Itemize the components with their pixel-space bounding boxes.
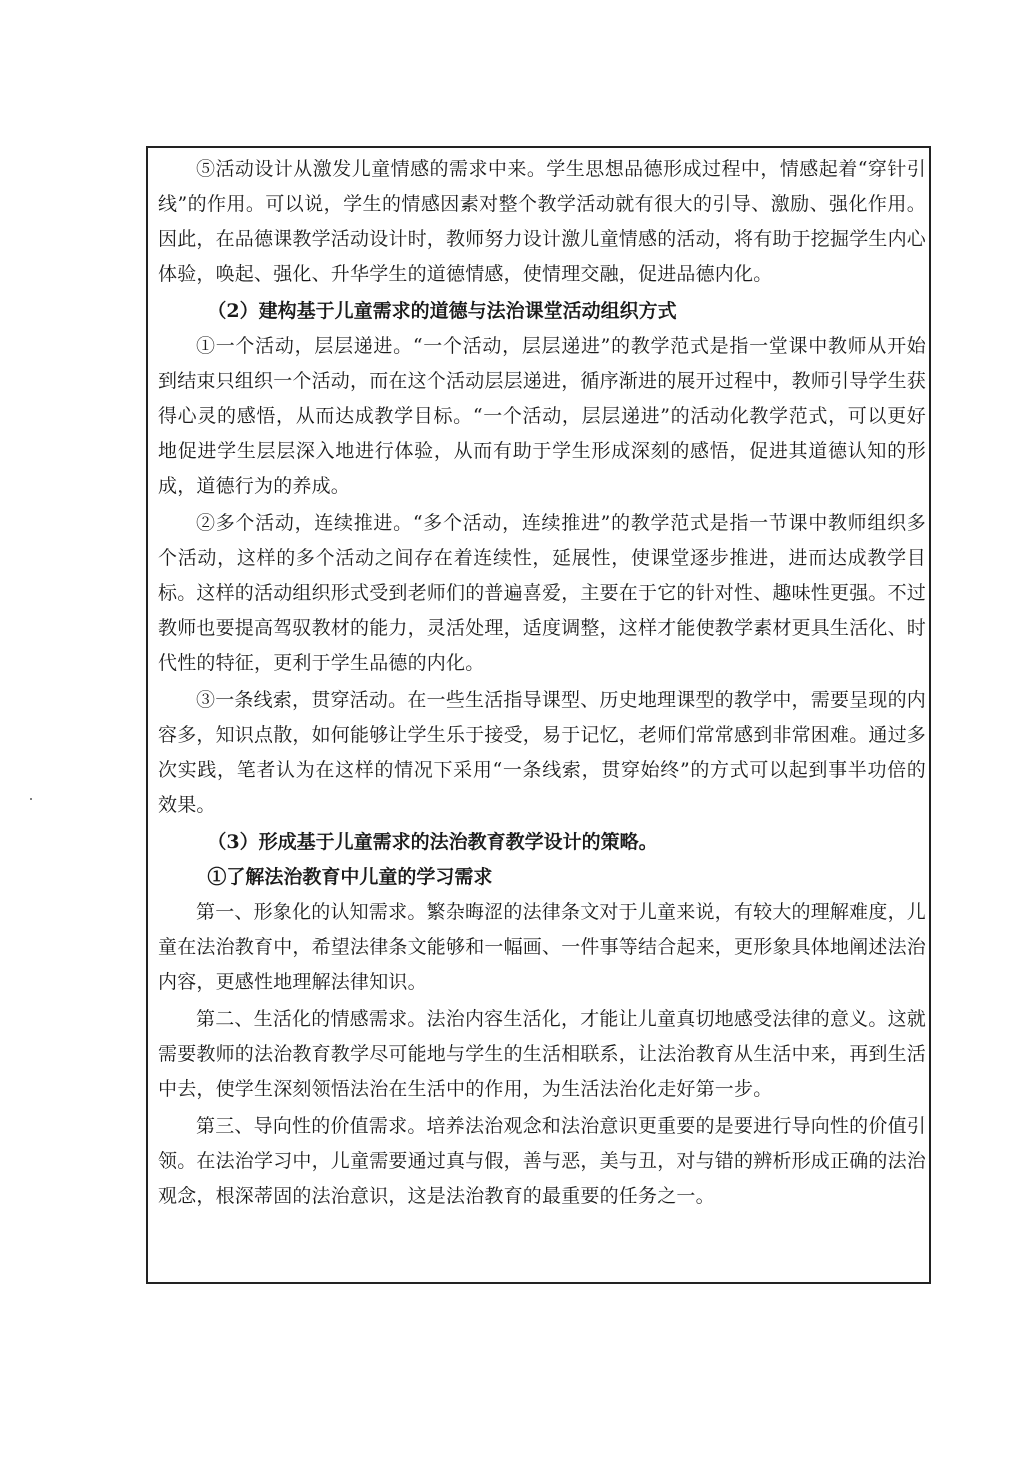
- paragraph-multiple-activities: ②多个活动，连续推进。“多个活动，连续推进”的教学范式是指一节课中教师组织多个活动，这样的多个活动之间存在着连续性，延展性，使课堂逐步推进，进而达成教学目标。这样的活动组织形式受到老师们的普遍喜爱，主要在于它的针对性、趣味性更强。不过教师也要提高驾驭教材的能力，灵活处理，适度调整，这样才能使教学素材更具生活化、时代性的特征，更利于学生品德的内化。: [158, 512, 927, 674]
- section-heading-3: （3）形成基于儿童需求的法治教育教学设计的策略。: [207, 831, 658, 853]
- subheading-learning-needs: ①了解法治教育中儿童的学习需求: [207, 866, 493, 888]
- section-heading-2: （2）建构基于儿童需求的道德与法治课堂活动组织方式: [207, 300, 677, 322]
- paragraph-activity-design-emotion: ⑤活动设计从激发儿童情感的需求中来。学生思想品德形成过程中，情感起着“穿针引线”的作用。可以说，学生的情感因素对整个教学活动就有很大的引导、激励、强化作用。因此，在品德课教学活动设计时，教师努力设计激儿童情感的活动，将有助于挖掘学生内心体验，唤起、强化、升华学生的道德情感，使情理交融，促进品德内化。: [158, 158, 927, 285]
- paragraph-second-need: 第二、生活化的情感需求。法治内容生活化，才能让儿童真切地感受法律的意义。这就需要教师的法治教育教学尽可能地与学生的生活相联系，让法治教育从生活中来，再到生活中去，使学生深刻领悟法治在生活中的作用，为生活法治化走好第一步。: [158, 1008, 927, 1100]
- paragraph-third-need: 第三、导向性的价值需求。培养法治观念和法治意识更重要的是要进行导向性的价值引领。在法治学习中，儿童需要通过真与假，善与恶，美与丑，对与错的辨析形成正确的法治观念，根深蒂固的法治意识，这是法治教育的最重要的任务之一。: [158, 1115, 927, 1207]
- paragraph-one-clue: ③一条线索，贯穿活动。在一些生活指导课型、历史地理课型的教学中，需要呈现的内容多，知识点散，如何能够让学生乐于接受，易于记忆，老师们常常感到非常困难。通过多次实践，笔者认为在这样的情况下采用“一条线索，贯穿始终”的方式可以起到事半功倍的效果。: [158, 689, 927, 816]
- scan-speck: [30, 798, 32, 800]
- paragraph-one-activity: ①一个活动，层层递进。“一个活动，层层递进”的教学范式是指一堂课中教师从开始到结束只组织一个活动，而在这个活动层层递进，循序渐进的展开过程中，教师引导学生获得心灵的感悟，从而达成教学目标。“一个活动，层层递进”的活动化教学范式，可以更好地促进学生层层深入地进行体验，从而有助于学生形成深刻的感悟，促进其道德认知的形成，道德行为的养成。: [158, 335, 927, 497]
- document-body: [158, 152, 926, 1214]
- paragraph-first-need: 第一、形象化的认知需求。繁杂晦涩的法律条文对于儿童来说，有较大的理解难度，儿童在法治教育中，希望法律条文能够和一幅画、一件事等结合起来，更形象具体地阐述法治内容，更感性地理解法律知识。: [158, 901, 927, 993]
